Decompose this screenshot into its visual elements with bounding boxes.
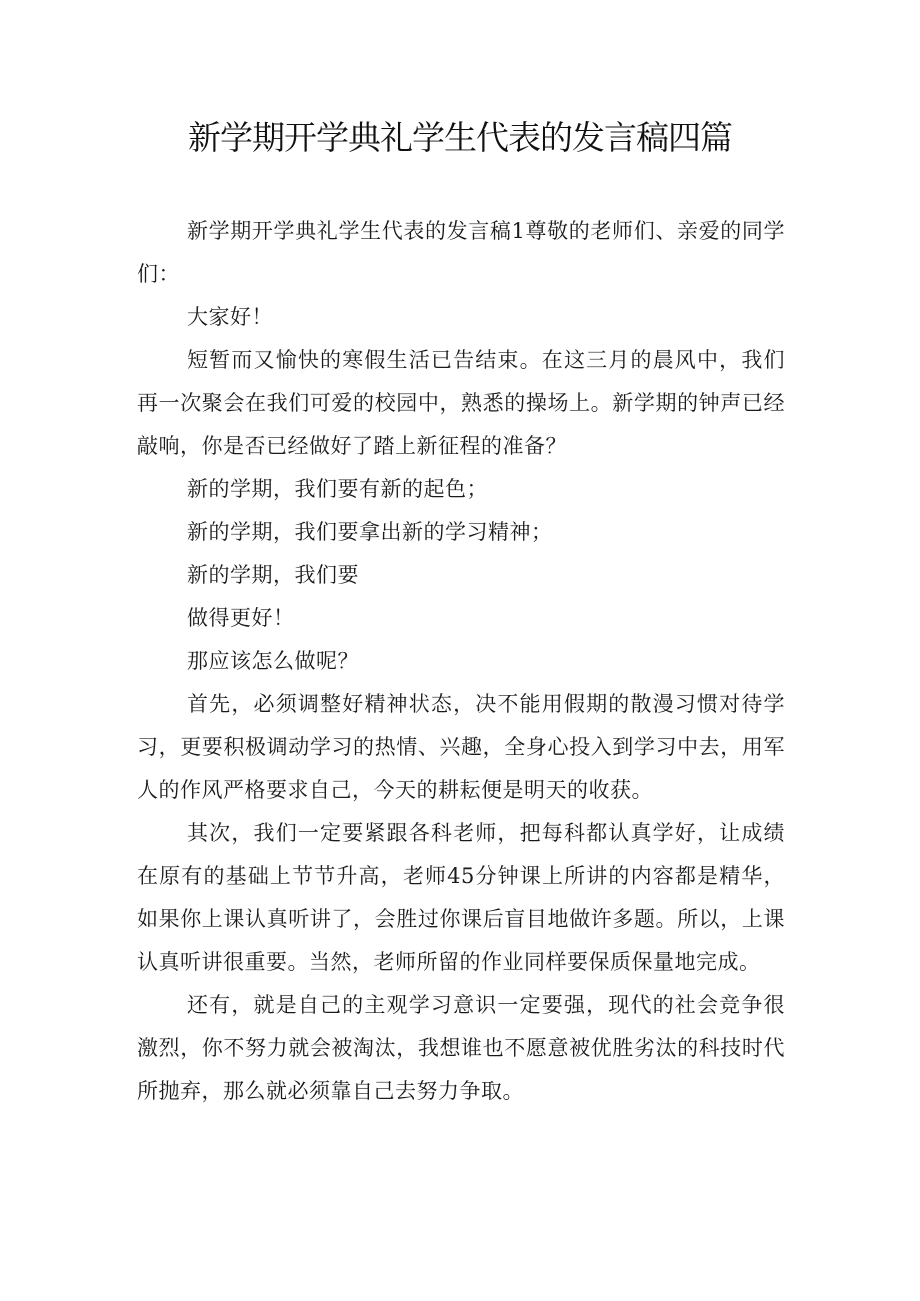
paragraph-new-term-1: 新的学期，我们要有新的起色； <box>187 477 488 501</box>
paragraph-new-term-2: 新的学期，我们要拿出新的学习精神； <box>187 520 553 544</box>
document-title: 新学期开学典礼学生代表的发言稿四篇 <box>188 118 732 157</box>
paragraph-first: 首先，必须调整好精神状态，决不能用假期的散漫习惯对待学习，更要积极调动学习的热情、兴趣，全身心投入到学习中去，用军人的作风严格要求自己，今天的耕耘便是明天的收获。 <box>137 692 785 802</box>
paragraph-question: 那应该怎么做呢？ <box>187 649 359 673</box>
paragraph-new-term-3: 新的学期，我们要 <box>187 563 359 587</box>
paragraph-holiday-end: 短暂而又愉快的寒假生活已告结束。在这三月的晨风中，我们再一次聚会在我们可爱的校园中，熟悉的操场上。新学期的钟声已经敲响，你是否已经做好了踏上新征程的准备？ <box>137 348 785 458</box>
document-body <box>137 210 785 1113</box>
paragraph-hello: 大家好！ <box>187 305 273 329</box>
paragraph-third: 还有，就是自己的主观学习意识一定要强，现代的社会竞争很激烈，你不努力就会被淘汰，我想谁也不愿意被优胜劣汰的科技时代所抛弃，那么就必须靠自己去努力争取。 <box>137 993 785 1103</box>
paragraph-greeting: 新学期开学典礼学生代表的发言稿1尊敬的老师们、亲爱的同学们： <box>137 219 785 286</box>
paragraph-second: 其次，我们一定要紧跟各科老师，把每科都认真学好，让成绩在原有的基础上节节升高，老师45分钟课上所讲的内容都是精华，如果你上课认真听讲了，会胜过你课后盲目地做许多题。所以，上课认真听讲很重要。当然，老师所留的作业同样要保质保量地完成。 <box>137 821 785 974</box>
paragraph-do-better: 做得更好！ <box>187 606 295 630</box>
